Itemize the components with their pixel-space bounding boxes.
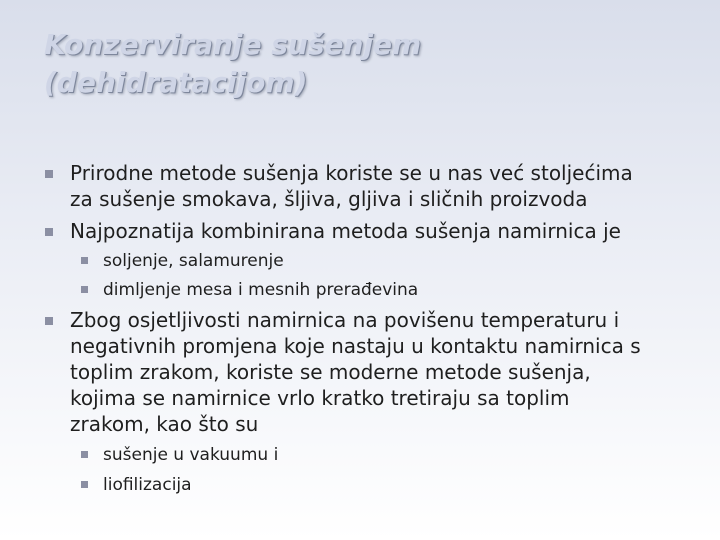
bullet-item: [70, 160, 690, 212]
bullet-line: dimljenje mesa i mesnih prerađevina: [103, 280, 419, 300]
bullet-item: [70, 307, 690, 437]
bullet-line: Najpoznatija kombinirana metoda sušenja namirnica je: [70, 219, 621, 243]
bullet-line: negativnih promjena koje nastaju u kontaktu namirnica s: [70, 334, 641, 358]
slide-title-line-1: Konzerviranje sušenjem: [44, 28, 422, 61]
bullet-square-icon: [45, 317, 53, 325]
bullet-line: zrakom, kao što su: [70, 412, 259, 436]
bullet-item: [70, 218, 690, 244]
bullet-square-icon: [45, 170, 53, 178]
bullet-line: sušenje u vakuumu i: [103, 445, 279, 465]
slide-title-line-2: (dehidratacijom): [44, 66, 308, 99]
bullet-line: Prirodne metode sušenja koriste se u nas već stoljećima: [70, 161, 633, 185]
sub-bullet-item: [103, 472, 683, 498]
sub-bullet-item: [103, 277, 683, 303]
bullet-line: za sušenje smokava, šljiva, gljiva i sličnih proizvoda: [70, 187, 588, 211]
sub-bullet-square-icon: [81, 257, 88, 264]
sub-bullet-square-icon: [81, 451, 88, 458]
sub-bullet-square-icon: [81, 481, 88, 488]
bullet-line: kojima se namirnice vrlo kratko tretiraju sa toplim: [70, 386, 570, 410]
bullet-square-icon: [45, 228, 53, 236]
sub-bullet-item: [103, 442, 683, 468]
sub-bullet-item: [103, 248, 683, 274]
bullet-line: liofilizacija: [103, 475, 192, 495]
bullet-line: toplim zrakom, koriste se moderne metode sušenja,: [70, 360, 591, 384]
bullet-line: soljenje, salamurenje: [103, 251, 284, 271]
bullet-line: Zbog osjetljivosti namirnica na povišenu temperaturu i: [70, 308, 620, 332]
sub-bullet-square-icon: [81, 286, 88, 293]
